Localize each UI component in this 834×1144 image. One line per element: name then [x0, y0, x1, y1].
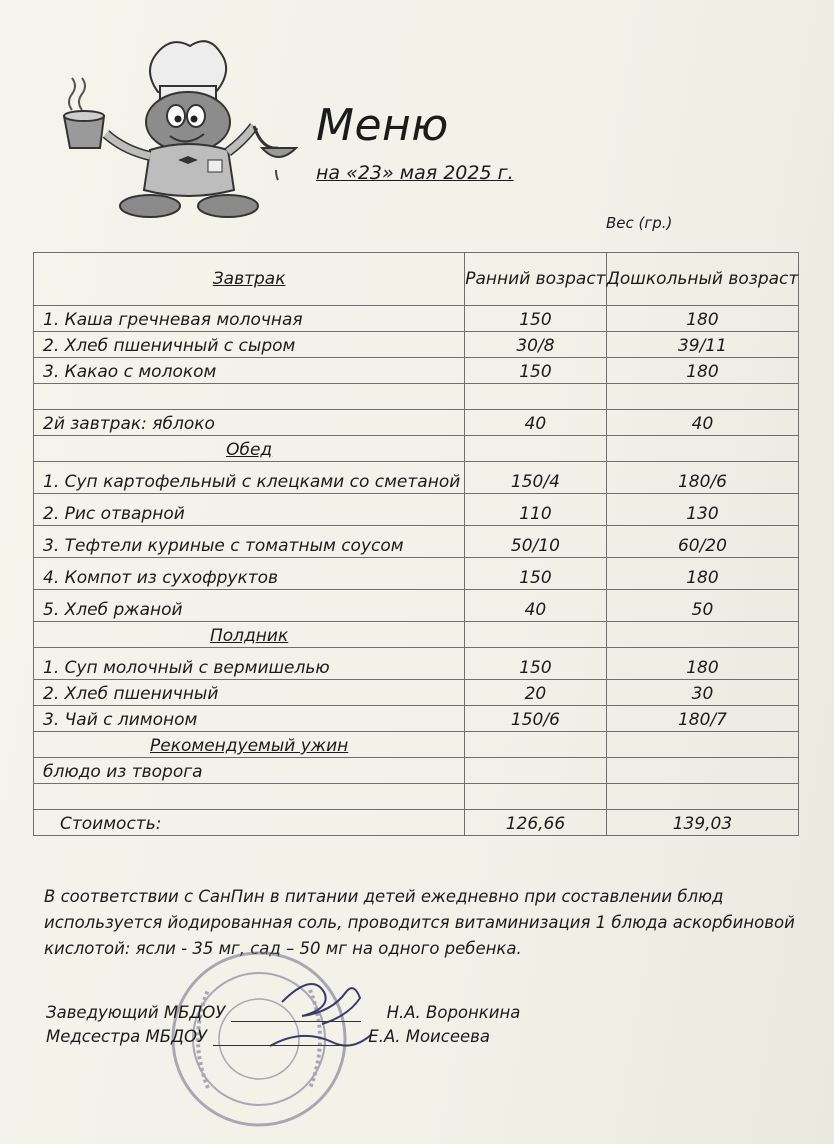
table-row	[34, 358, 799, 384]
dish-weight-preschool: 180	[606, 558, 799, 590]
dish-weight-early: 40	[465, 590, 606, 622]
dish-weight-early: 150	[465, 648, 606, 680]
column-header-preschool-age: Дошкольный возраст	[606, 253, 799, 306]
table-row	[34, 558, 799, 590]
cost-early: 126,66	[465, 810, 606, 836]
dish-name: 2. Хлеб пшеничный	[34, 680, 465, 706]
dish-weight-early: 150	[465, 358, 606, 384]
dish-weight-early: 150/4	[465, 462, 606, 494]
table-header-row	[34, 253, 799, 306]
signature-line	[231, 1005, 361, 1022]
dish-weight-early: 150	[465, 306, 606, 332]
table-row	[34, 462, 799, 494]
dish-name: 3. Какао с молоком	[34, 358, 465, 384]
cost-row	[34, 810, 799, 836]
dish-weight-early: 20	[465, 680, 606, 706]
dish-weight-early: 40	[465, 410, 606, 436]
dish-weight-preschool: 180/6	[606, 462, 799, 494]
dish-name: 1. Каша гречневая молочная	[34, 306, 465, 332]
column-header-early-age: Ранний возраст	[465, 253, 606, 306]
sanpin-note: В соответствии с СанПин в питании детей ежедневно при составлении блюд используется йодированная соль, проводится витаминизация 1 блюда аскорбиновой кислотой: ясли - 35 мг, сад – 50 мг на одного ребенка.	[44, 887, 795, 958]
dish-name: блюдо из творога	[34, 758, 465, 784]
menu-table	[33, 252, 799, 836]
section-breakfast-title: Завтрак	[34, 253, 465, 306]
dish-weight-preschool: 40	[606, 410, 799, 436]
dish-weight-early: 150/6	[465, 706, 606, 732]
dish-weight-preschool: 60/20	[606, 526, 799, 558]
dish-name: 3. Тефтели куриные с томатным соусом	[34, 526, 465, 558]
table-row	[34, 332, 799, 358]
nurse-role: Медсестра МБДОУ	[46, 1027, 208, 1046]
table-row	[34, 306, 799, 332]
table-row	[34, 758, 799, 784]
page-title: Меню	[316, 100, 449, 151]
dish-weight-preschool: 39/11	[606, 332, 799, 358]
table-row	[34, 680, 799, 706]
menu-date: на «23» мая 2025 г.	[316, 162, 514, 184]
dish-weight-preschool: 180	[606, 648, 799, 680]
section-row	[34, 732, 799, 758]
table-row	[34, 590, 799, 622]
dish-name: 2. Рис отварной	[34, 494, 465, 526]
dish-name: 4. Компот из сухофруктов	[34, 558, 465, 590]
nurse-name: Е.А. Моисеева	[368, 1027, 490, 1046]
dish-weight-early: 110	[465, 494, 606, 526]
cost-label: Стоимость:	[34, 810, 465, 836]
cost-preschool: 139,03	[606, 810, 799, 836]
section-row	[34, 622, 799, 648]
dish-weight-preschool: 180/7	[606, 706, 799, 732]
dish-name: 2й завтрак: яблоко	[34, 410, 465, 436]
table-row	[34, 706, 799, 732]
table-row	[34, 648, 799, 680]
signature-line	[213, 1029, 343, 1046]
dish-weight-preschool: 50	[606, 590, 799, 622]
table-row	[34, 526, 799, 558]
dish-name: 2. Хлеб пшеничный с сыром	[34, 332, 465, 358]
dish-weight-early: 150	[465, 558, 606, 590]
dish-name: 1. Суп картофельный с клецками со сметаной	[34, 462, 465, 494]
dish-weight-early: 30/8	[465, 332, 606, 358]
section-lunch-title: Обед	[34, 436, 465, 462]
section-snack-title: Полдник	[34, 622, 465, 648]
signature-line-nurse	[46, 1027, 490, 1046]
table-row	[34, 494, 799, 526]
chef-mascot-illustration	[58, 30, 298, 220]
section-row	[34, 436, 799, 462]
signature-line-head	[46, 1003, 520, 1022]
dish-name: 1. Суп молочный с вермишелью	[34, 648, 465, 680]
section-dinner-title: Рекомендуемый ужин	[34, 732, 465, 758]
dish-weight-preschool: 180	[606, 306, 799, 332]
dish-name: 3. Чай с лимоном	[34, 706, 465, 732]
head-role: Заведующий МБДОУ	[46, 1003, 226, 1022]
dish-weight-preschool: 130	[606, 494, 799, 526]
head-name: Н.А. Воронкина	[386, 1003, 521, 1022]
dish-name: 5. Хлеб ржаной	[34, 590, 465, 622]
table-row-empty	[34, 384, 799, 410]
weight-unit-label: Вес (гр.)	[606, 214, 673, 232]
dish-weight-preschool: 30	[606, 680, 799, 706]
dish-weight-early: 50/10	[465, 526, 606, 558]
table-row	[34, 410, 799, 436]
dish-weight-preschool: 180	[606, 358, 799, 384]
table-row-empty	[34, 784, 799, 810]
